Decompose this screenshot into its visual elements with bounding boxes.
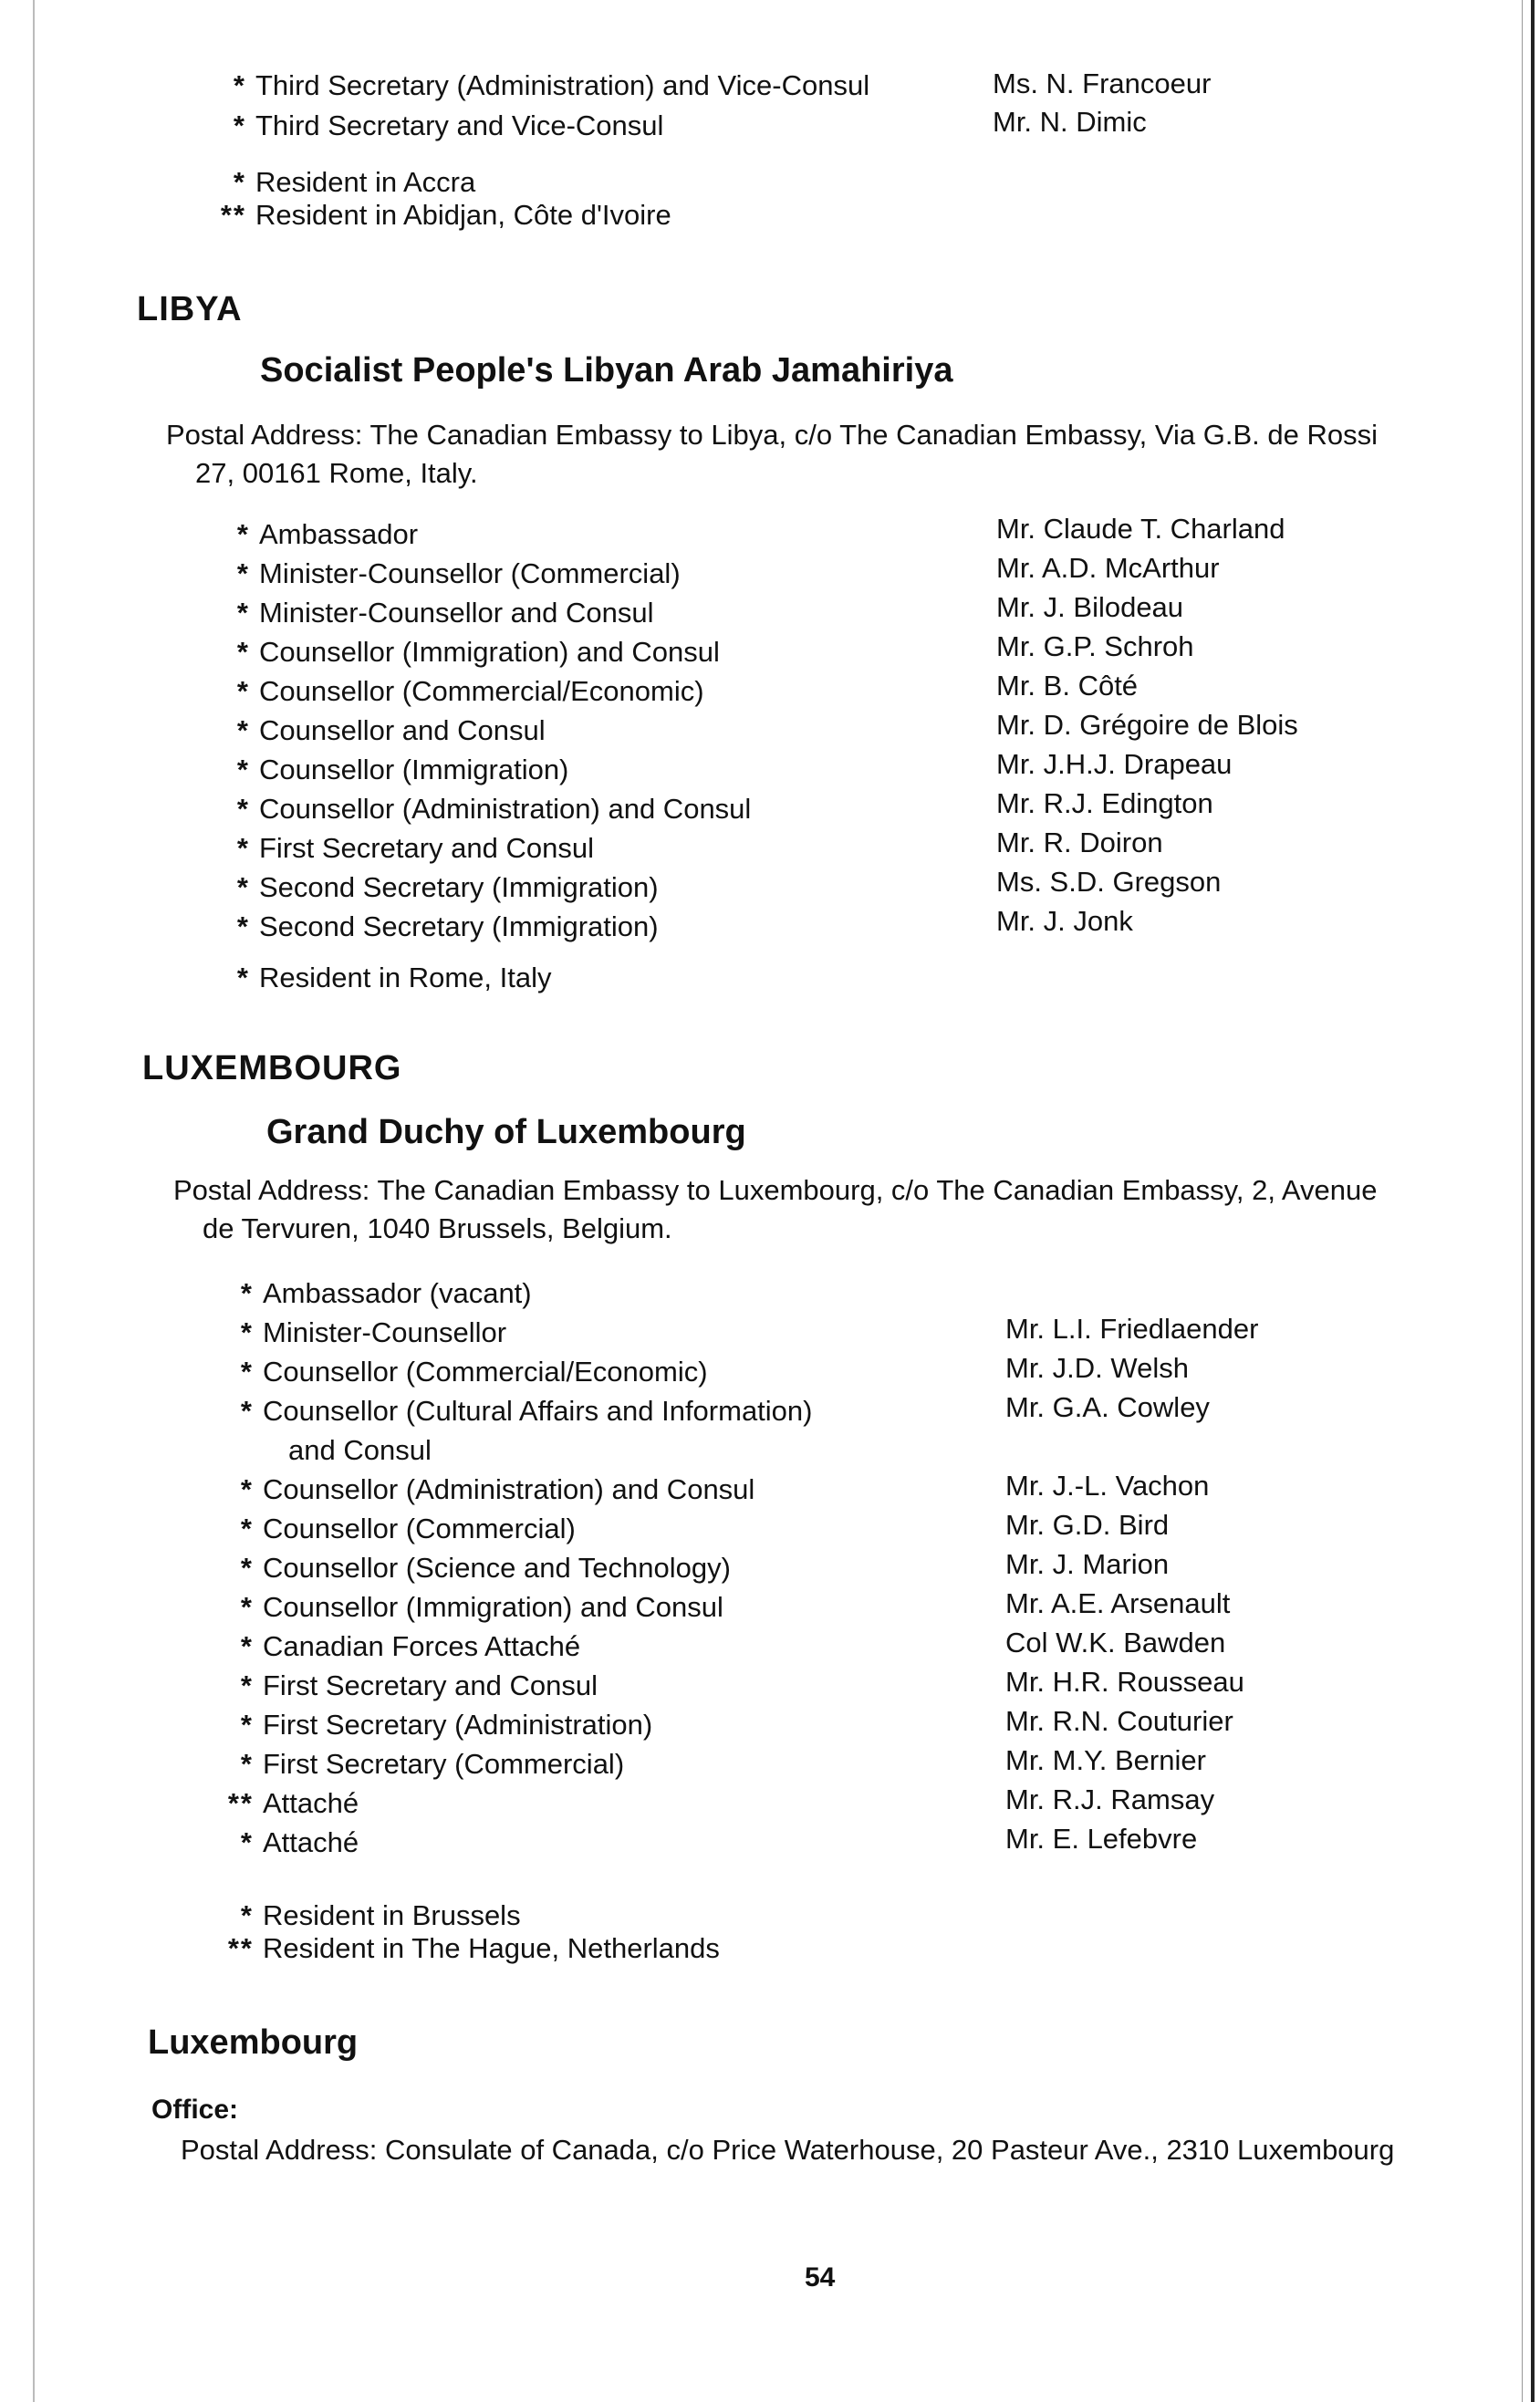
staff-title: Ambassador (vacant) [263,1277,532,1309]
staff-row [215,869,659,906]
staff-name: Mr. J.D. Welsh [1005,1352,1189,1384]
staff-name: Mr. A.E. Arsenault [1005,1587,1231,1619]
staff-title: Counsellor (Commercial) [263,1513,576,1544]
staff-row [212,68,869,104]
staff-name: Ms. S.D. Gregson [996,866,1222,898]
staff-name: Ms. N. Francoeur [993,68,1212,99]
staff-name: Mr. J. Marion [1005,1548,1170,1580]
page-number: 54 [805,2262,836,2293]
footnote-mark: * [236,714,250,746]
office-label: Office: [151,2095,239,2125]
footnote-mark: * [240,1473,254,1505]
postal-address-line: Postal Address: The Canadian Embassy to Libya, c/o The Canadian Embassy, Via G.B. de Rossi [166,419,1378,451]
staff-name: Mr. J. Bilodeau [996,591,1184,623]
footnote-mark: * [240,1552,254,1584]
footnote-mark: ** [227,1787,254,1819]
footnote-mark: * [240,1826,254,1858]
staff-row [215,673,704,710]
staff-title: Third Secretary and Vice-Consul [255,109,664,141]
staff-row [219,1825,359,1861]
footnote-mark: * [240,1630,254,1662]
staff-title: First Secretary and Consul [259,832,594,864]
footnote-mark: * [236,557,250,589]
footnote-mark: * [240,1513,254,1544]
country-heading: LIBYA [137,290,243,328]
footnote-mark: ** [220,199,246,231]
staff-row [219,1746,624,1783]
staff-title: First Secretary and Consul [263,1669,598,1701]
staff-name: Col W.K. Bawden [1005,1627,1226,1659]
staff-row [219,1589,723,1626]
staff-title: Canadian Forces Attaché [263,1630,581,1662]
staff-title: Minister-Counsellor [263,1316,507,1348]
staff-name: Mr. J.H.J. Drapeau [996,748,1233,780]
staff-title: Counsellor (Cultural Affairs and Information) [263,1395,813,1427]
staff-row [215,752,568,788]
footnote-text: Resident in Abidjan, Côte d'Ivoire [255,199,671,231]
staff-name: Mr. B. Côté [996,670,1139,702]
staff-row [215,634,720,671]
staff-name: Mr. N. Dimic [993,106,1147,138]
staff-title: Third Secretary (Administration) and Vice-Consul [255,69,870,101]
staff-title: Counsellor (Commercial/Economic) [259,675,704,707]
footnote-mark: * [236,793,250,825]
staff-row [215,595,653,631]
staff-name: Mr. J. Jonk [996,905,1133,937]
postal-address-line: 27, 00161 Rome, Italy. [195,457,478,489]
footnote-mark: * [236,962,250,993]
footnote-text: Resident in Rome, Italy [259,962,552,993]
footnote-text: Resident in Accra [255,166,476,198]
staff-title: Ambassador [259,518,419,550]
postal-address [173,1171,1377,1248]
staff-title: Counsellor (Immigration) and Consul [259,636,720,668]
staff-title: Counsellor and Consul [259,714,546,746]
country-heading: LUXEMBOURG [142,1049,402,1087]
staff-row [219,1550,731,1586]
staff-name: Mr. D. Grégoire de Blois [996,709,1298,741]
footnote [212,197,671,234]
staff-row [219,1471,754,1508]
footnote [219,1898,521,1934]
staff-row [219,1275,532,1312]
footnote-mark: ** [227,1932,254,1964]
staff-row [219,1315,506,1351]
staff-name: Mr. R.J. Ramsay [1005,1783,1215,1815]
official-country-name: Grand Duchy of Luxembourg [266,1113,746,1151]
staff-title: Attaché [263,1826,359,1858]
staff-name: Mr. H.R. Rousseau [1005,1666,1244,1698]
postal-address-line: de Tervuren, 1040 Brussels, Belgium. [203,1212,672,1244]
footnote-mark: * [240,1709,254,1741]
staff-title: Counsellor (Commercial/Economic) [263,1356,708,1388]
staff-title: Counsellor (Science and Technology) [263,1552,731,1584]
staff-row [215,909,659,945]
staff-row [219,1785,359,1822]
staff-name: Mr. A.D. McArthur [996,552,1220,584]
staff-title: First Secretary (Administration) [263,1709,653,1741]
footnote-mark: * [240,1669,254,1701]
footnote [219,1930,720,1967]
staff-title: Counsellor (Immigration) [259,754,569,785]
footnote-mark: * [236,636,250,668]
footnote-mark: * [236,754,250,785]
footnote-mark: * [240,1591,254,1623]
footnote-mark: * [240,1356,254,1388]
scan-edge-right-inner [1522,0,1523,2402]
staff-row [212,108,663,144]
staff-title: Counsellor (Administration) and Consul [259,793,752,825]
staff-row [215,556,681,592]
staff-title: Counsellor (Administration) and Consul [263,1473,755,1505]
official-country-name: Socialist People's Libyan Arab Jamahiriya [260,351,953,390]
staff-name: Mr. R. Doiron [996,827,1163,858]
footnote [212,164,475,201]
postal-address-line: Postal Address: The Canadian Embassy to Luxembourg, c/o The Canadian Embassy, 2, Avenue [173,1174,1378,1206]
footnote-mark: * [240,1316,254,1348]
staff-row [215,791,751,827]
staff-name: Mr. L.I. Friedlaender [1005,1313,1259,1345]
footnote-text: Resident in Brussels [263,1899,521,1931]
footnote-mark: * [233,69,246,101]
footnote-mark: * [233,166,246,198]
scan-edge-right [1531,0,1535,2402]
staff-row [219,1393,813,1430]
footnote-text: Resident in The Hague, Netherlands [263,1932,720,1964]
footnote-mark: * [233,109,246,141]
staff-row [215,830,594,867]
staff-row [215,712,546,749]
staff-row [219,1628,580,1665]
footnote-mark: * [236,832,250,864]
staff-name: Mr. G.P. Schroh [996,630,1194,662]
staff-title: Counsellor (Immigration) and Consul [263,1591,723,1623]
staff-name: Mr. G.D. Bird [1005,1509,1170,1541]
staff-name: Mr. J.-L. Vachon [1005,1470,1210,1502]
footnote-mark: * [240,1899,254,1931]
staff-name: Mr. G.A. Cowley [1005,1391,1210,1423]
footnote-mark: * [236,518,250,550]
staff-row [219,1511,576,1547]
staff-title: Minister-Counsellor (Commercial) [259,557,681,589]
postal-address [181,2131,1394,2169]
staff-title: First Secretary (Commercial) [263,1748,625,1780]
staff-title: Attaché [263,1787,359,1819]
postal-address-line: Postal Address: Consulate of Canada, c/o Price Waterhouse, 20 Pasteur Ave., 2310 Luxembourg [181,2134,1395,2166]
staff-row [215,516,418,553]
footnote-mark: * [236,910,250,942]
staff-name: Mr. E. Lefebvre [1005,1823,1198,1855]
footnote [215,960,551,996]
footnote-mark: * [236,871,250,903]
footnote-mark: * [240,1277,254,1309]
staff-row [219,1354,708,1390]
footnote-mark: * [240,1395,254,1427]
staff-name: Mr. M.Y. Bernier [1005,1744,1206,1776]
scan-edge-left [33,0,35,2402]
footnote-mark: * [240,1748,254,1780]
staff-title-continuation: and Consul [288,1434,432,1466]
staff-name: Mr. R.J. Edington [996,787,1213,819]
footnote-mark: * [236,675,250,707]
staff-row [219,1668,598,1704]
staff-name: Mr. R.N. Couturier [1005,1705,1233,1737]
staff-name: Mr. Claude T. Charland [996,513,1285,545]
office-city-heading: Luxembourg [148,2023,359,2062]
staff-title: Second Secretary (Immigration) [259,871,659,903]
staff-title: Minister-Counsellor and Consul [259,597,654,629]
staff-title: Second Secretary (Immigration) [259,910,659,942]
staff-row [219,1707,652,1743]
postal-address [166,416,1378,493]
footnote-mark: * [236,597,250,629]
